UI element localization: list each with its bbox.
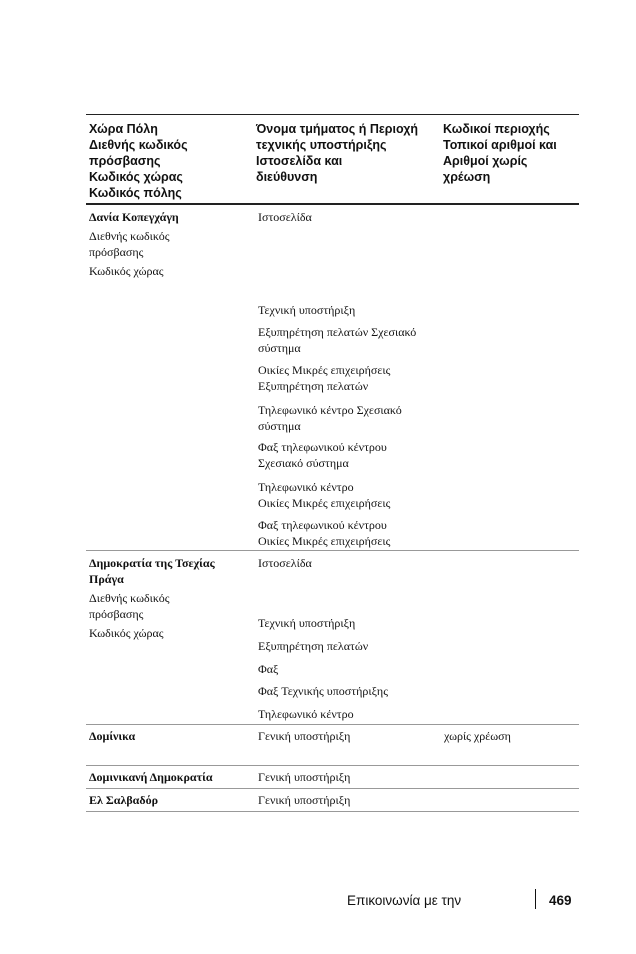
page-number: 469 (549, 893, 572, 908)
header-line: τεχνικής υποστήριξης (256, 138, 387, 152)
header-line: Όνομα τμήματος ή Περιοχή (256, 122, 419, 136)
service-line: Τηλεφωνικό κέντρο Σχεσιακό (258, 403, 402, 417)
header-line: πρόσβασης (89, 154, 161, 168)
table-row-dominica (86, 725, 579, 766)
header-line: Κωδικός χώρας (89, 170, 183, 184)
country-name: Δημοκρατία της Τσεχίας (89, 556, 215, 570)
service-line: Γενική υποστήριξη (258, 770, 351, 784)
service-line: Γενική υποστήριξη (258, 729, 351, 743)
table-row-czech (86, 551, 579, 725)
header-line: Κωδικοί περιοχής (443, 122, 550, 136)
access-code-label: Διεθνής κωδικός (89, 229, 170, 243)
header-line: χρέωση (443, 170, 491, 184)
service-line: Τεχνική υποστήριξη (258, 303, 356, 317)
service-line: Φαξ τηλεφωνικού κέντρου (258, 440, 387, 454)
table-row-el-salvador (86, 789, 579, 812)
service-line: Οικίες Μικρές επιχειρήσεις (258, 534, 391, 548)
header-line: Ιστοσελίδα και (256, 154, 343, 168)
service-line: Τηλεφωνικό κέντρο (258, 480, 354, 494)
service-line: Φαξ Τεχνικής υποστήριξης (258, 684, 388, 698)
country-name: Δανία Κοπεγχάγη (89, 210, 179, 224)
service-line: Φαξ τηλεφωνικού κέντρου (258, 518, 387, 532)
country-code-label: Κωδικός χώρας (89, 626, 164, 640)
service-line: Φαξ (258, 662, 279, 676)
service-line: Οικίες Μικρές επιχειρήσεις (258, 496, 391, 510)
service-line: Εξυπηρέτηση πελατών Σχεσιακό (258, 325, 417, 339)
service-line: Σχεσιακό σύστημα (258, 456, 349, 470)
service-line: Οικίες Μικρές επιχειρήσεις (258, 363, 391, 377)
city-name: Πράγα (89, 572, 124, 586)
country-name: Δομινικανή Δημοκρατία (89, 770, 213, 784)
service-line: Γενική υποστήριξη (258, 793, 351, 807)
header-col-codes (443, 121, 557, 185)
table-row-dominican-republic (86, 766, 579, 789)
header-line: Αριθμοί χωρίς (443, 154, 528, 168)
phone-number: χωρίς χρέωση (444, 729, 511, 743)
access-code-label: Διεθνής κωδικός (89, 591, 170, 605)
contacts-table (86, 114, 579, 812)
header-col-country (89, 121, 188, 201)
footer-title: Επικοινωνία με την (347, 893, 462, 908)
header-line: Χώρα Πόλη (89, 122, 158, 136)
footer-divider (535, 889, 536, 909)
service-line: σύστημα (258, 341, 301, 355)
service-line: Εξυπηρέτηση πελατών (258, 379, 369, 393)
header-line: διεύθυνση (256, 170, 318, 184)
country-code-label: Κωδικός χώρας (89, 264, 164, 278)
service-line: Τηλεφωνικό κέντρο (258, 707, 354, 721)
header-line: Τοπικοί αριθμοί και (443, 138, 557, 152)
website-label: Ιστοσελίδα (258, 556, 312, 570)
service-line: Τεχνική υποστήριξη (258, 616, 356, 630)
header-col-department (256, 121, 418, 185)
header-line: Κωδικός πόλης (89, 186, 182, 200)
access-code-label: πρόσβασης (89, 607, 144, 621)
header-line: Διεθνής κωδικός (89, 138, 188, 152)
service-line: Εξυπηρέτηση πελατών (258, 639, 369, 653)
country-name: Δομίνικα (89, 729, 136, 743)
table-row-denmark (86, 205, 579, 551)
country-name: Ελ Σαλβαδόρ (89, 793, 159, 807)
table-header (86, 114, 579, 205)
service-line: σύστημα (258, 419, 301, 433)
website-label: Ιστοσελίδα (258, 210, 312, 224)
access-code-label: πρόσβασης (89, 245, 144, 259)
